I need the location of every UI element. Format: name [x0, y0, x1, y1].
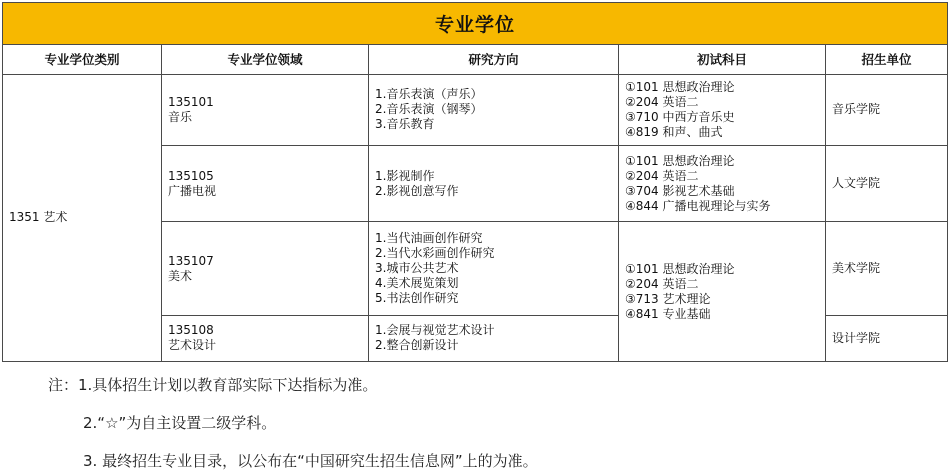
admissions-table: [2, 2, 948, 362]
field-cell: [162, 315, 369, 361]
exam-item: ③710 中西方音乐史: [625, 109, 735, 124]
exam-cell: [619, 74, 826, 145]
exam-item: ②204 英语二: [625, 168, 699, 183]
header-category: 专业学位类别: [3, 45, 162, 75]
direction-item: 1.当代油画创作研究: [375, 231, 483, 246]
exam-item: ④819 和声、曲式: [625, 124, 723, 139]
exam-item: ③704 影视艺术基础: [625, 183, 735, 198]
unit-cell: 音乐学院: [826, 74, 948, 145]
direction-item: 5.书法创作研究: [375, 291, 459, 306]
field-code: 135107: [168, 253, 214, 268]
direction-item: 2.音乐表演（钢琴）: [375, 102, 483, 117]
field-name: 艺术设计: [168, 338, 217, 353]
note-2: 2.“☆”为自主设置二级学科。: [83, 414, 277, 432]
header-field: 专业学位领域: [162, 45, 369, 75]
header-exam: 初试科目: [619, 45, 826, 75]
note-3: 3. 最终招生专业目录，以公布在“中国研究生招生信息网”上的为准。: [83, 452, 538, 470]
direction-cell: [369, 315, 619, 361]
exam-item: ①101 思想政治理论: [625, 79, 735, 94]
direction-item: 2.影视创意写作: [375, 183, 459, 198]
field-name: 美术: [168, 268, 193, 283]
exam-item: ①101 思想政治理论: [625, 153, 735, 168]
field-name: 广播电视: [168, 183, 217, 198]
category-cell: 1351 艺术: [3, 74, 162, 361]
exam-item: ④844 广播电视理论与实务: [625, 198, 771, 213]
direction-item: 1.影视制作: [375, 168, 435, 183]
exam-item: ②204 英语二: [625, 94, 699, 109]
field-cell: [162, 222, 369, 315]
direction-cell: [369, 74, 619, 145]
field-code: 135101: [168, 94, 214, 109]
direction-item: 3.城市公共艺术: [375, 261, 459, 276]
exam-item: ④841 专业基础: [625, 306, 711, 321]
exam-item: ②204 英语二: [625, 276, 699, 291]
exam-cell: [619, 145, 826, 222]
header-direction: 研究方向: [369, 45, 619, 75]
exam-item: ③713 艺术理论: [625, 291, 711, 306]
direction-item: 4.美术展览策划: [375, 276, 459, 291]
exam-cell-shared: [619, 222, 826, 362]
unit-cell: 美术学院: [826, 222, 948, 315]
table-title: 专业学位: [3, 3, 948, 45]
direction-item: 1.音乐表演（声乐）: [375, 87, 483, 102]
field-name: 音乐: [168, 109, 193, 124]
direction-item: 2.当代水彩画创作研究: [375, 246, 495, 261]
note-1: 注：1.具体招生计划以教育部实际下达指标为准。: [48, 376, 378, 394]
field-cell: [162, 74, 369, 145]
field-code: 135108: [168, 323, 214, 338]
field-code: 135105: [168, 168, 214, 183]
unit-cell: 人文学院: [826, 145, 948, 222]
direction-item: 1.会展与视觉艺术设计: [375, 323, 495, 338]
direction-item: 3.音乐教育: [375, 117, 435, 132]
exam-item: ①101 思想政治理论: [625, 261, 735, 276]
direction-cell: [369, 222, 619, 315]
field-cell: [162, 145, 369, 222]
direction-item: 2.整合创新设计: [375, 338, 459, 353]
unit-cell: 设计学院: [826, 315, 948, 361]
header-unit: 招生单位: [826, 45, 948, 75]
direction-cell: [369, 145, 619, 222]
